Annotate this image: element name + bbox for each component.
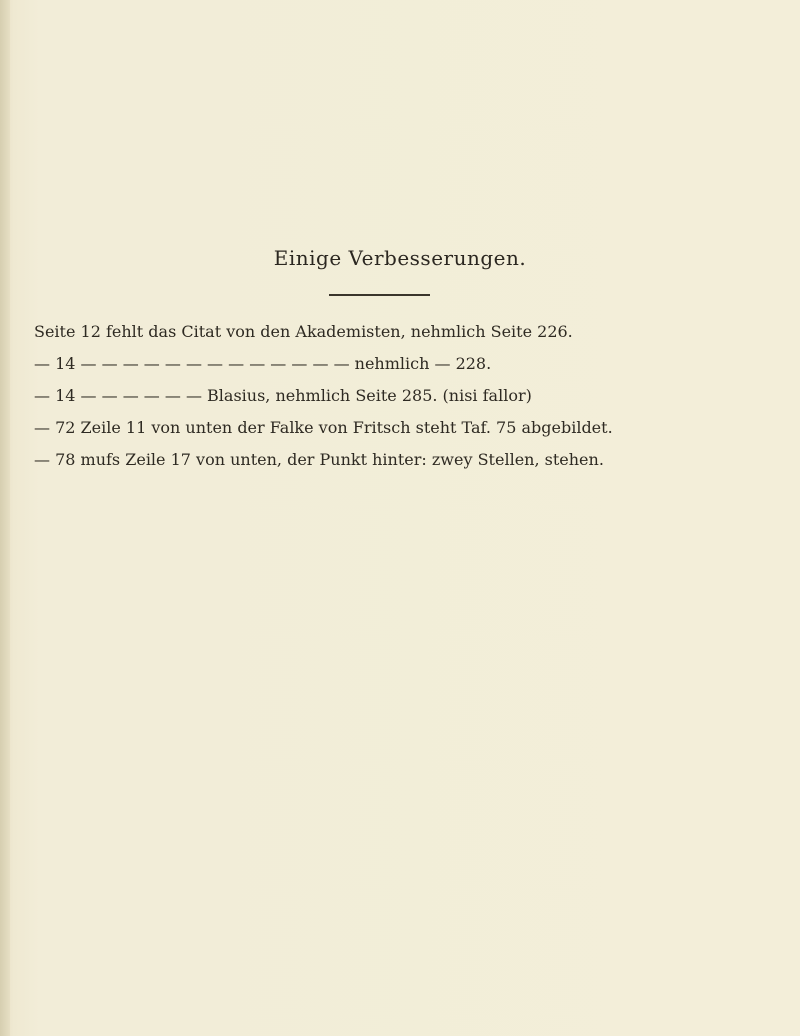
errata-entry: — 72 Zeile 11 von unten der Falke von Fritsch steht Taf. 75 abgebildet. [34, 418, 613, 437]
errata-entry: Seite 12 fehlt das Citat von den Akademisten, nehmlich Seite 226. [34, 322, 573, 341]
page-title: Einige Verbesserungen. [273, 246, 527, 270]
errata-entry: — 78 mufs Zeile 17 von unten, der Punkt hinter: zwey Stellen, stehen. [34, 450, 604, 469]
binding-edge [0, 0, 10, 1036]
title-underline [329, 294, 430, 296]
errata-entry: — 14 — — — — — — — — — — — — — nehmlich — 228. [34, 354, 492, 373]
errata-list [34, 322, 794, 482]
errata-entry: — 14 — — — — — — Blasius, nehmlich Seite 285. (nisi fallor) [34, 386, 532, 405]
